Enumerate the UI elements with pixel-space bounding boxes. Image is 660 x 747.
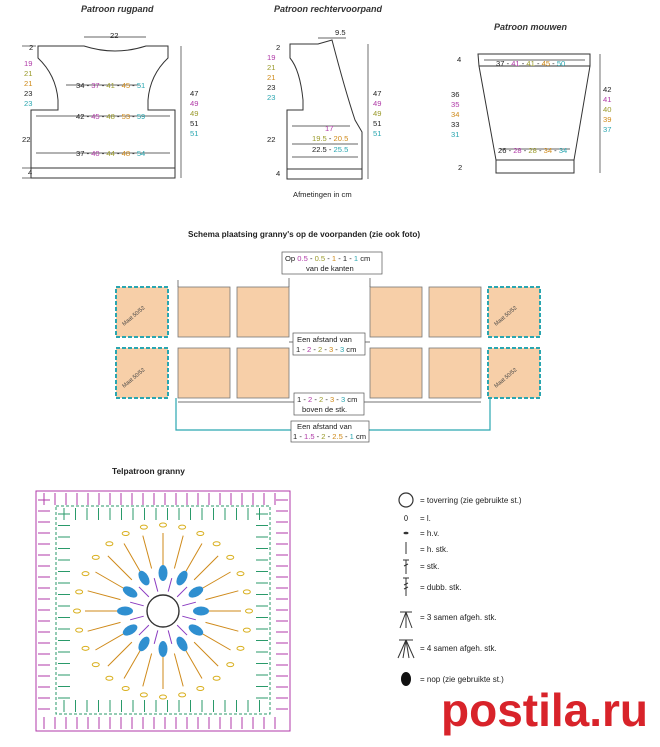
rug-width-1 <box>76 81 145 90</box>
svg-text:35: 35 <box>451 100 460 109</box>
svg-text:26 - 28 - 28 - 34 - 34: 26 - 28 - 28 - 34 - 34 <box>498 146 568 155</box>
svg-text:= stk.: = stk. <box>420 562 440 571</box>
svg-text:23: 23 <box>24 99 33 108</box>
svg-text:1 - 2 - 2 -: 1 - 2 - 2 - 3 - 3 cm <box>296 345 357 354</box>
voor-rib-height: 4 <box>276 169 281 178</box>
svg-text:34: 34 <box>451 110 460 119</box>
voor-width-1: 17 <box>325 124 334 133</box>
bobble-icon <box>401 672 411 686</box>
svg-text:47: 47 <box>190 89 199 98</box>
svg-text:21: 21 <box>24 69 33 78</box>
svg-text:39: 39 <box>603 115 612 124</box>
svg-text:23: 23 <box>267 83 276 92</box>
voor-top-height: 2 <box>276 43 281 52</box>
svg-text:37 - 40 - 44 - 48 - 54: 37 - 40 - 44 - 48 - 54 <box>76 149 146 158</box>
double-treble-icon <box>403 578 409 596</box>
chain-icon <box>405 516 408 521</box>
mouw-bottom-width <box>498 146 567 155</box>
voor-body-height: 22 <box>267 135 276 144</box>
svg-text:Op 0.5 - 0.5 -: Op 0.5 - 0.5 - 1 - 1 - 1 cm <box>285 254 371 263</box>
svg-text:= nop (zie gebruikte st.): = nop (zie gebruikte st.) <box>420 675 504 684</box>
svg-text:49: 49 <box>373 109 382 118</box>
svg-text:49: 49 <box>190 99 199 108</box>
pattern-rechtervoorpand <box>287 38 368 179</box>
svg-text:37: 37 <box>603 125 612 134</box>
ring-icon <box>399 493 413 507</box>
voor-armhole-sizes <box>267 53 275 102</box>
pattern-mouwen <box>478 54 600 173</box>
header-rechtervoorpand: Patroon rechtervoorpand <box>274 4 383 14</box>
svg-text:= h. stk.: = h. stk. <box>420 545 449 554</box>
voor-width-2 <box>312 134 348 143</box>
watermark-postila: postila.ru <box>441 684 649 736</box>
schema-mid-label <box>293 333 365 355</box>
svg-text:33: 33 <box>451 120 460 129</box>
svg-text:19: 19 <box>267 53 276 62</box>
svg-text:51: 51 <box>190 129 199 138</box>
svg-text:31: 31 <box>451 130 460 139</box>
rug-top-width: 22 <box>110 31 119 40</box>
svg-text:49: 49 <box>190 109 199 118</box>
svg-text:Een afstand van: Een afstand van <box>297 335 352 344</box>
svg-text:51: 51 <box>373 129 382 138</box>
svg-text:37 - 41 - 41 - 45 - 50: 37 - 41 - 41 - 45 - 50 <box>496 59 566 68</box>
svg-text:= toverring (zie gebruikte st.: = toverring (zie gebruikte st.) <box>420 496 522 505</box>
rug-top-height: 2 <box>29 43 34 52</box>
schema-top-label <box>282 252 382 274</box>
mouw-top-width <box>496 59 565 68</box>
svg-text:Maat 50/52: Maat 50/52 <box>121 367 147 390</box>
svg-text:21: 21 <box>267 73 276 82</box>
rug-total-sizes <box>190 89 198 138</box>
svg-text:40: 40 <box>603 105 612 114</box>
rug-width-2 <box>76 112 145 121</box>
svg-text:21: 21 <box>24 79 33 88</box>
svg-text:Maat 50/52: Maat 50/52 <box>493 367 519 390</box>
rug-width-3 <box>76 149 145 158</box>
svg-text:19.5 - 20.5: 19.5 - 20.5 <box>312 134 349 143</box>
treble-icon <box>403 560 409 574</box>
svg-text:22.5 - 25.5: 22.5 - 25.5 <box>312 145 349 154</box>
mouw-side-sizes <box>451 90 459 139</box>
svg-text:= l.: = l. <box>420 514 431 523</box>
svg-text:boven de stk.: boven de stk. <box>302 405 348 414</box>
mouw-total-sizes <box>603 85 611 134</box>
svg-text:51: 51 <box>373 119 382 128</box>
svg-text:23: 23 <box>24 89 33 98</box>
svg-text:Maat 50/52: Maat 50/52 <box>121 305 147 328</box>
mouw-rib-height: 2 <box>458 163 463 172</box>
header-mouwen: Patroon mouwen <box>494 22 568 32</box>
four-together-icon <box>398 640 414 658</box>
svg-text:51: 51 <box>190 119 199 128</box>
slip-stitch-icon <box>404 532 409 535</box>
rug-armhole-sizes <box>24 59 32 108</box>
svg-text:23: 23 <box>267 93 276 102</box>
legend <box>398 493 522 686</box>
rug-body-height: 22 <box>22 135 31 144</box>
svg-text:1 - 1.5 - 2 -: 1 - 1.5 - 2 - 2.5 - 1 cm <box>293 432 367 441</box>
svg-text:41: 41 <box>603 95 612 104</box>
svg-text:= dubb. stk.: = dubb. stk. <box>420 583 462 592</box>
svg-text:Maat 50/52: Maat 50/52 <box>493 305 519 328</box>
svg-text:34 - 37 - 41 - 45 - 51: 34 - 37 - 41 - 45 - 51 <box>76 81 146 90</box>
three-together-icon <box>400 612 412 628</box>
header-rugpand: Patroon rugpand <box>81 4 154 14</box>
svg-text:= 4 samen afgeh. stk.: = 4 samen afgeh. stk. <box>420 644 497 653</box>
voor-total-sizes <box>373 89 381 138</box>
svg-text:47: 47 <box>373 89 382 98</box>
header-telpatroon: Telpatroon granny <box>112 466 185 476</box>
svg-text:21: 21 <box>267 63 276 72</box>
svg-text:van de kanten: van de kanten <box>306 264 354 273</box>
granny-chart <box>36 491 290 731</box>
mouw-top-height: 4 <box>457 55 462 64</box>
svg-text:1 - 2 - 2 -: 1 - 2 - 2 - 3 - 3 cm <box>297 395 358 404</box>
schema-low-label <box>294 393 364 415</box>
header-schema: Schema plaatsing granny's op de voorpanden (zie ook foto) <box>188 230 421 239</box>
svg-text:19: 19 <box>24 59 33 68</box>
svg-text:49: 49 <box>373 99 382 108</box>
voor-width-3 <box>312 145 348 154</box>
svg-text:42 - 45 - 48 - 53 - 59: 42 - 45 - 48 - 53 - 59 <box>76 112 146 121</box>
rug-rib-height: 4 <box>28 168 33 177</box>
svg-text:36: 36 <box>451 90 460 99</box>
voor-top-width: 9.5 <box>335 28 346 37</box>
svg-text:Een afstand van: Een afstand van <box>297 422 352 431</box>
svg-text:42: 42 <box>603 85 612 94</box>
caption-afmetingen: Afmetingen in cm <box>293 190 352 199</box>
svg-text:= 3 samen afgeh. stk.: = 3 samen afgeh. stk. <box>420 613 497 622</box>
schema-bottom-label <box>291 421 369 442</box>
svg-text:= h.v.: = h.v. <box>420 529 440 538</box>
